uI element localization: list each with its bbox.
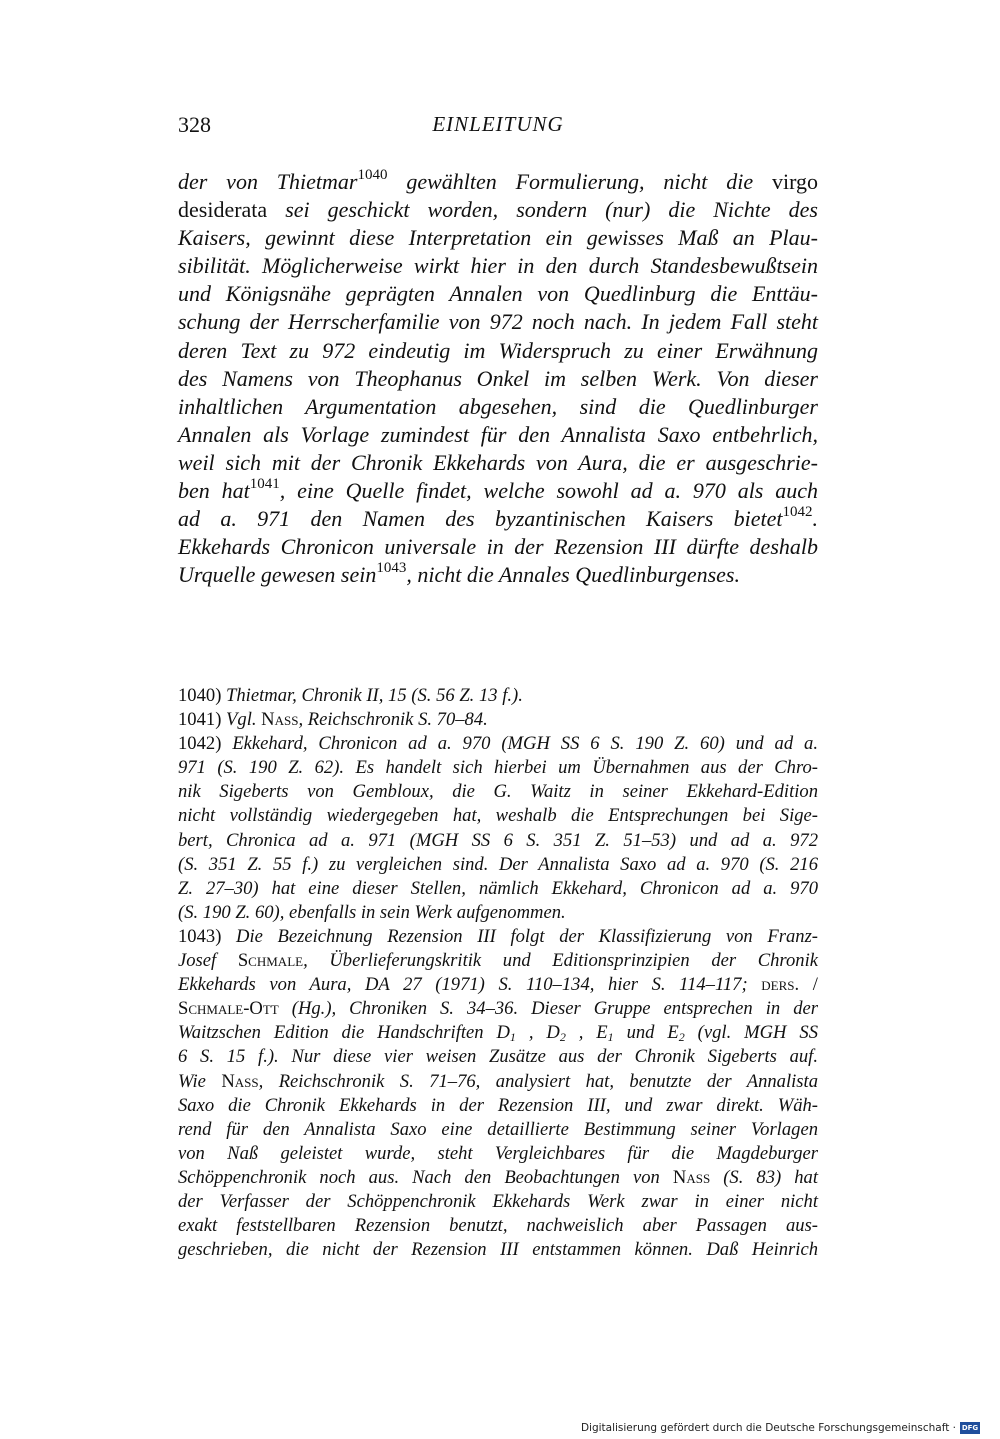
- body-line: ben hat$^{1041}$, eine Quelle findet, welche sowohl ad a. 970 als auch: [178, 476, 818, 504]
- body-line: desiderata sei geschickt worden, sondern (nur) die Nichte des: [178, 197, 818, 223]
- body-line: deren Text zu 972 eindeutig im Widerspruch zu einer Erwähnung: [178, 337, 818, 363]
- footnote-line: geschrieben, die nicht der Rezension III entstammen können. Daß Heinrich: [178, 1239, 818, 1261]
- body-line: Kaisers, gewinnt diese Interpretation ein gewisses Maß an Plau-: [178, 225, 818, 251]
- footnote-line: nik Sigeberts von Gembloux, die G. Waitz in seiner Ekkehard-Edition: [178, 781, 818, 803]
- page-number: 328: [178, 112, 211, 137]
- footnote-line: 971 (S. 190 Z. 62). Es handelt sich hierbei um Übernahmen aus der Chro-: [178, 757, 818, 779]
- footnote-ref: 1041: [249, 476, 280, 493]
- footnote-ref: 1042: [782, 504, 813, 521]
- footnote-1042: 1042) Ekkehard, Chronicon ad a. 970 (MGH SS 6 S. 190 Z. 60) und ad a.: [178, 733, 818, 755]
- digitization-credit: [581, 1420, 980, 1436]
- body-line: und Königsnähe geprägten Annalen von Quedlinburg die Enttäu-: [178, 281, 818, 307]
- footnote-1041: 1041) Vgl. Nass, Reichschronik S. 70–84.: [178, 709, 488, 731]
- footnote-line: Schöppenchronik noch aus. Nach den Beobachtungen von Nass (S. 83) hat: [178, 1166, 818, 1188]
- footnote-line: Schmale-Ott (Hg.), Chroniken S. 34–36. Dieser Gruppe entsprechen in der: [178, 998, 818, 1020]
- body-line: Ekkehards Chronicon universale in der Rezension III dürfte deshalb: [178, 534, 818, 560]
- body-line: des Namens von Theophanus Onkel im selben Werk. Von dieser: [178, 365, 818, 391]
- body-line: inhaltlichen Argumentation abgesehen, sind die Quedlinburger: [178, 393, 818, 419]
- body-line: ad a. 971 den Namen des byzantinischen Kaisers bietet$^{1042}$.: [178, 504, 818, 532]
- footnote-line: bert, Chronica ad a. 971 (MGH SS 6 S. 351 Z. 51–53) und ad a. 972: [178, 829, 818, 851]
- footnote-line: Wie Nass, Reichschronik S. 71–76, analysiert hat, benutzte der Annalista: [178, 1070, 818, 1092]
- footnote-line: nicht vollständig wiedergegeben hat, weshalb die Entsprechungen bei Sige-: [178, 805, 818, 827]
- footnote-line: Josef Schmale, Überlieferungskritik und Editionsprinzipien der Chronik: [178, 950, 818, 972]
- footnote-line: 6 S. 15 f.). Nur diese vier weisen Zusätze aus der Chronik Sigeberts auf.: [178, 1046, 818, 1068]
- footnote-1040: 1040) Thietmar, Chronik II, 15 (S. 56 Z. 13 f.).: [178, 685, 523, 706]
- footnote-line: (S. 351 Z. 55 f.) zu vergleichen sind. Der Annalista Saxo ad a. 970 (S. 216: [178, 853, 818, 875]
- footnotes: [178, 684, 818, 1262]
- footnote-line: (S. 190 Z. 60), ebenfalls in sein Werk aufgenommen.: [178, 901, 566, 923]
- footnote-line: Z. 27–30) hat eine dieser Stellen, nämlich Ekkehard, Chronicon ad a. 970: [178, 877, 818, 899]
- footnote-1043: 1043) Die Bezeichnung Rezension III folgt der Klassifizierung von Franz-: [178, 925, 818, 947]
- body-line: weil sich mit der Chronik Ekkehards von Aura, die er ausgeschrie-: [178, 449, 818, 475]
- running-title: EINLEITUNG: [432, 112, 564, 136]
- credit-text: Digitalisierung gefördert durch die Deutsche Forschungsgemeinschaft ·: [580, 1422, 956, 1434]
- footnote-line: der Verfasser der Schöppenchronik Ekkehards Werk zwar in einer nicht: [178, 1190, 818, 1212]
- body-line: Annalen als Vorlage zumindest für den Annalista Saxo entbehrlich,: [178, 421, 818, 447]
- footnote-line: Saxo die Chronik Ekkehards in der Rezension III, und zwar direkt. Wäh-: [178, 1094, 818, 1116]
- dfg-logo-icon: DFG: [961, 1424, 979, 1432]
- body-line: sibilität. Möglicherweise wirkt hier in den durch Standesbewußtsein: [178, 253, 818, 279]
- footnote-line: Waitzschen Edition die Handschriften $D_1$ , $D_2$ , $E_1$ und $E_2$ (vgl. MGH SS: [178, 1022, 818, 1045]
- footnote-line: Ekkehards von Aura, DA 27 (1971) S. 110–134, hier S. 114–117; ders. /: [178, 974, 818, 996]
- footnote-ref: 1043: [376, 560, 407, 577]
- body-line: schung der Herrscherfamilie von 972 noch nach. In jedem Fall steht: [178, 309, 818, 335]
- body-line: der von Thietmar$^{1040}$ gewählten Formulierung, nicht die virgo: [178, 167, 819, 194]
- footnote-line: rend für den Annalista Saxo eine detaillierte Bestimmung seiner Vorlagen: [178, 1118, 818, 1140]
- body-text: [178, 168, 818, 589]
- footnote-line: von Naß geleistet wurde, steht Vergleichbares für die Magdeburger: [178, 1142, 818, 1164]
- body-line: Urquelle gewesen sein$^{1043}$, nicht die Annales Quedlinburgenses.: [178, 560, 740, 588]
- footnote-ref: 1040: [357, 167, 388, 183]
- footnote-line: exakt feststellbaren Rezension benutzt, nachweislich aber Passagen aus-: [178, 1215, 818, 1237]
- page-header: [178, 112, 818, 146]
